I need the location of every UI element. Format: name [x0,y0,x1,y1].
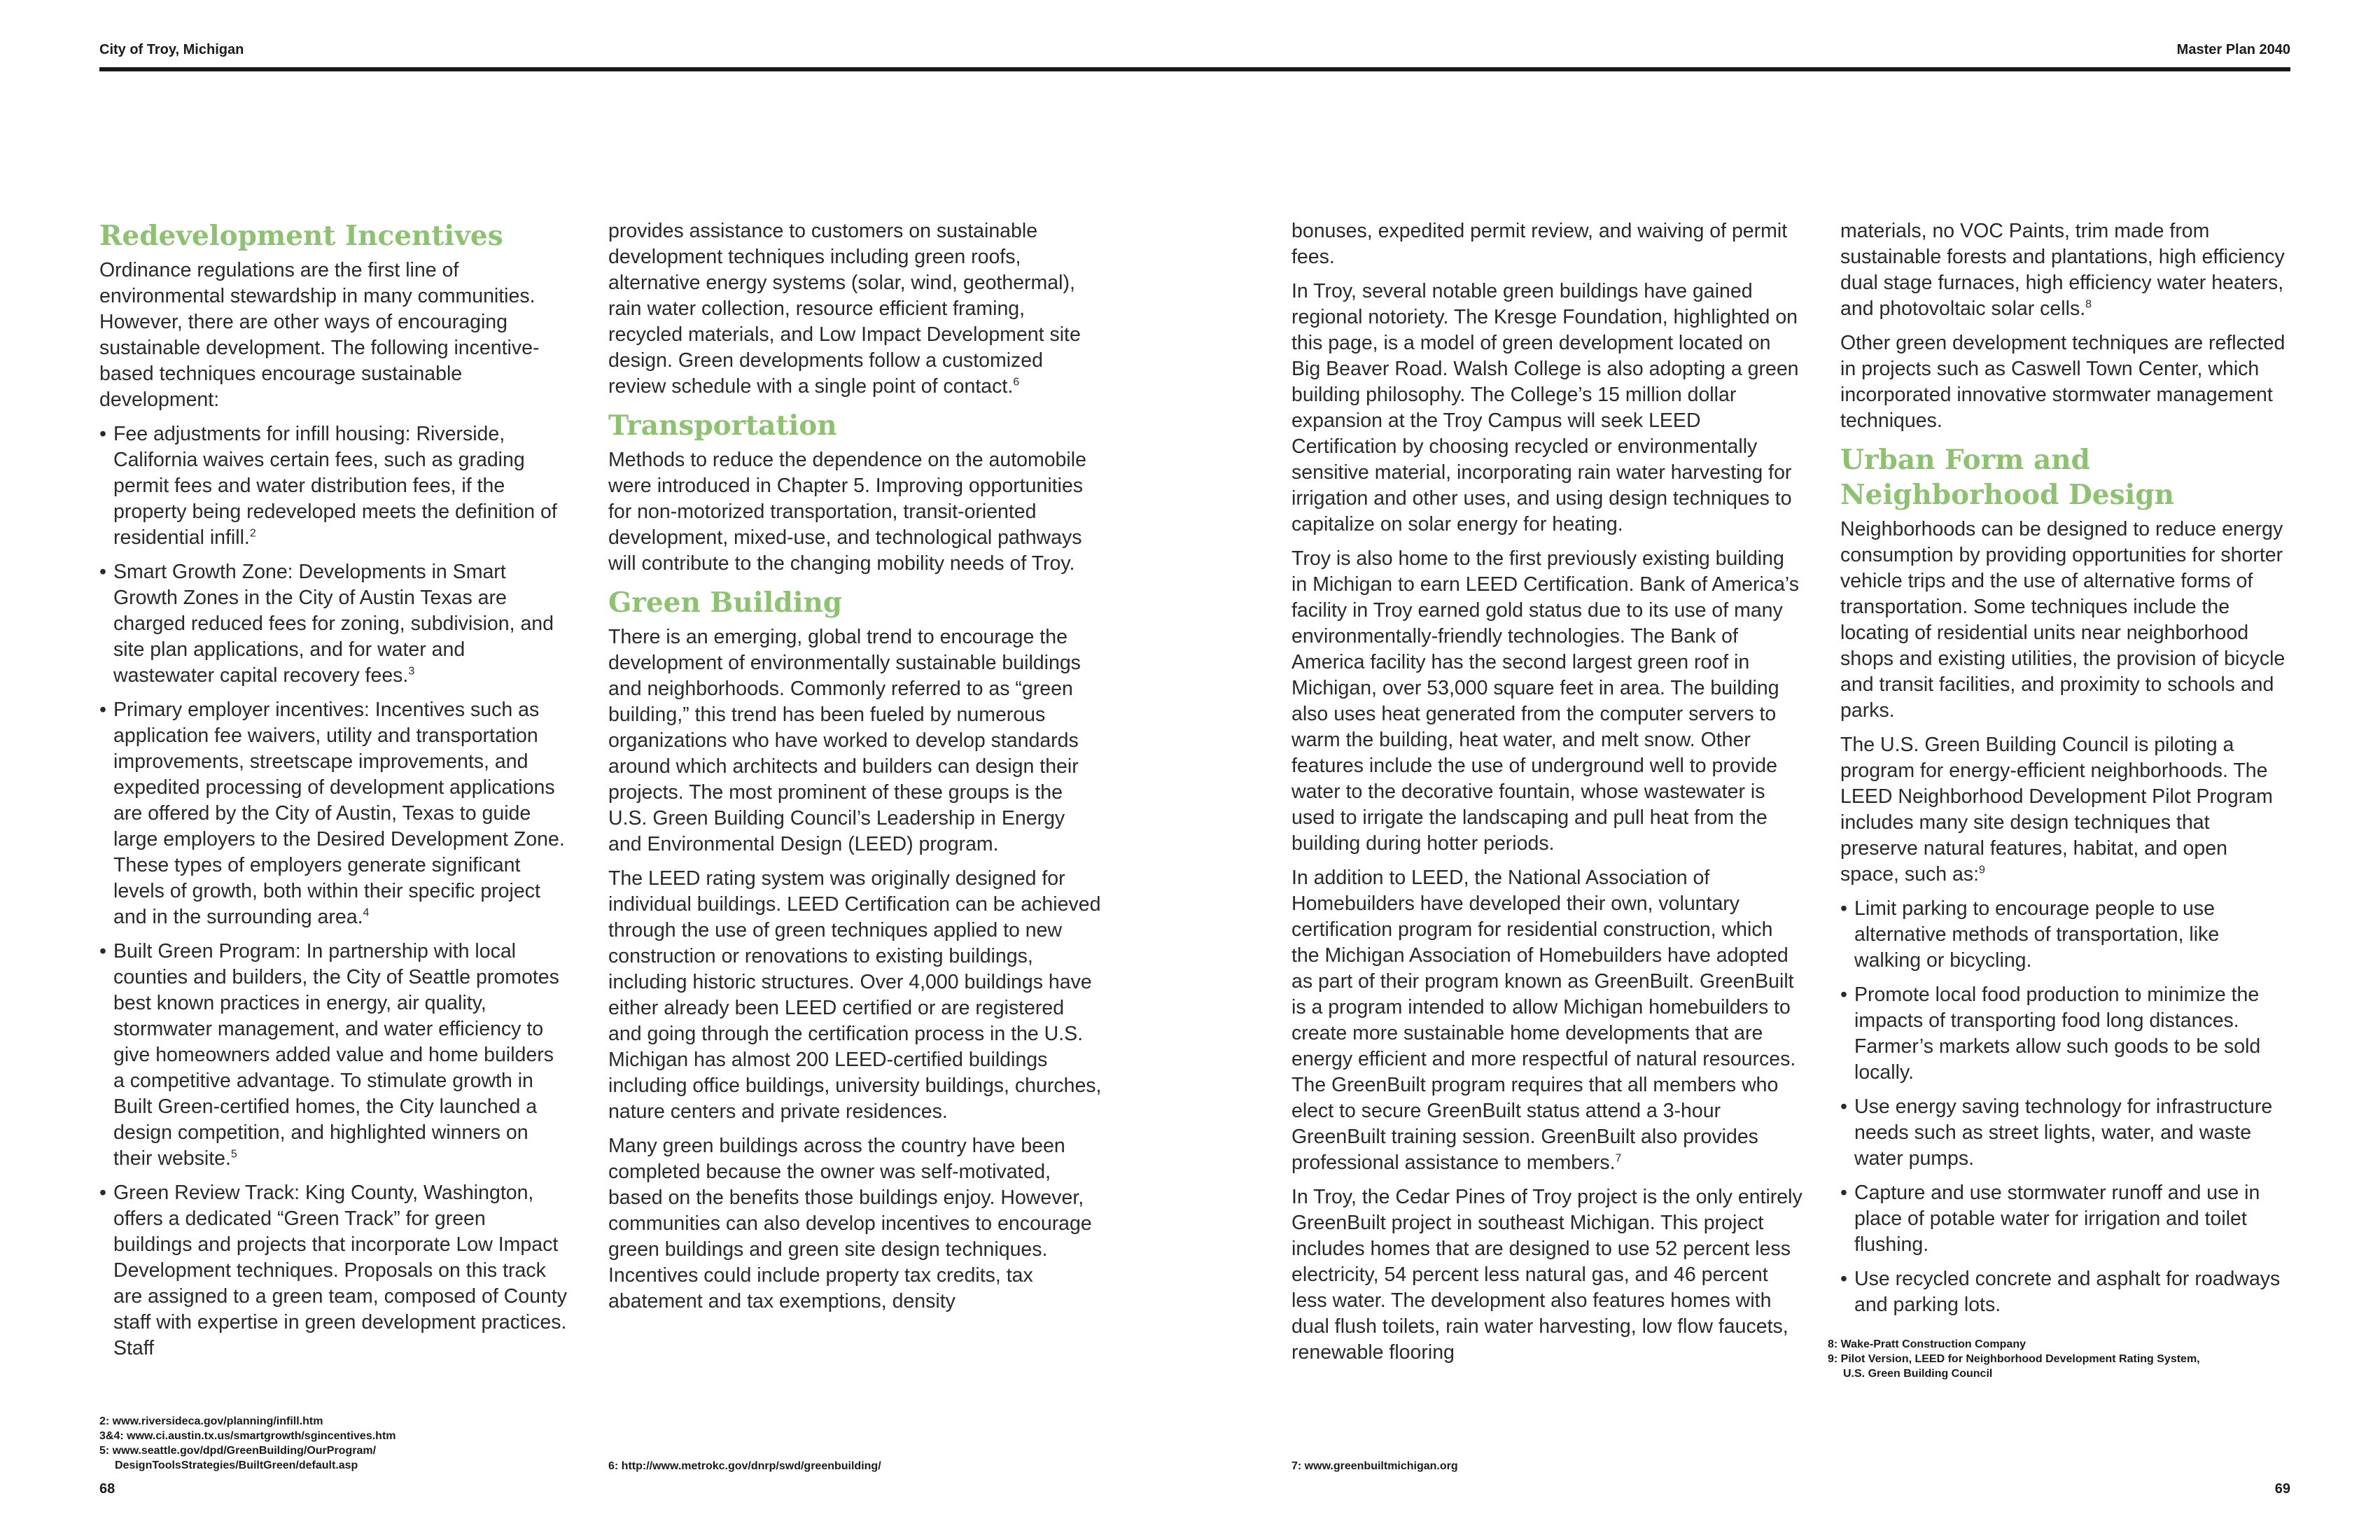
footnotes-col4 [1828,1337,2200,1381]
footnote: 3&4: www.ci.austin.tx.us/smartgrowth/sgincentives.htm [99,1430,396,1442]
footnote-ref: 4 [363,906,370,919]
list-item [99,559,570,689]
paragraph: Troy is also home to the first previously existing building in Michigan to earn LEED Certification. Bank of America’s facility in Troy earned gold status due to its use of many environmentally-friendly technologies. The Bank of America facility has the second largest green roof in Michigan, over 53,000 square feet in area. The building also uses heat generated from the computer servers to warm the building, heat water, and melt snow. Other features include the use of underground well to provide water to the decorative fountain, whose wastewater is used to irrigate the landscaping and pull heat from the building during hotter periods. [1292,547,1799,855]
column-2 [608,218,1102,1323]
footnote: 8: Wake-Pratt Construction Company [1828,1338,2026,1350]
footnote: DesignToolsStrategies/BuiltGreen/default.asp [115,1460,358,1471]
header-rule [99,67,2290,71]
paragraph [1840,218,2290,322]
list-item: • Capture and use stormwater runoff and use in place of potable water for irrigation and toilet flushing. [1840,1180,2290,1258]
paragraph [608,218,1102,400]
paragraph: The LEED rating system was originally designed for individual buildings. LEED Certification can be achieved through the use of green techniques applied to new construction or renovations to existing buildings, including historic structures. Over 4,000 buildings have either already been LEED certified or are registered and going through the certification process in the U.S. Michigan has almost 200 LEED-certified buildings including office buildings, university buildings, churches, nature centers and private residences. [608,867,1102,1123]
column-4 [1840,218,2290,1326]
heading-urban-form: Urban Form and Neighborhood Design [1840,444,2174,511]
paragraph: There is an emerging, global trend to encourage the development of environmentally sustainable buildings and neighborhoods. Commonly referred to as “green building,” this trend has been fueled by numerous organizations who have worked to develop standards around which architects and builders can design their projects. The most prominent of these groups is the U.S. Green Building Council’s Leadership in Energy and Environmental Design (LEED) program. [608,626,1081,855]
heading-transportation: Transportation [608,410,837,442]
footnote: 9: Pilot Version, LEED for Neighborhood Development Rating System, [1828,1353,2200,1365]
footnote-ref: 3 [408,665,415,678]
list-item-text: Fee adjustments for infill housing: Riverside, California waives certain fees, such as grading permit fees and water distribution fees, if the property being redeveloped meets the definition of residential infill. [113,423,557,549]
running-header-left: City of Troy, Michigan [99,42,244,57]
list-item [99,1180,570,1362]
heading-green-building: Green Building [608,587,843,619]
paragraph: Neighborhoods can be designed to reduce energy consumption by providing opportunities for shorter vehicle trips and the use of alternative forms of transportation. Some techniques include the locating of residential units near neighborhood shops and existing utilities, the provision of bicycle and transit facilities, and proximity to schools and parks. [1840,518,2286,722]
paragraph: Ordinance regulations are the first line of environmental stewardship in many communities. However, there are other ways of encouraging sustainable development. The following incentive-based techniques encourage sustainable development: [99,259,540,411]
footnote-ref: 9 [1979,864,1985,876]
list-item [99,421,570,551]
paragraph: In Troy, the Cedar Pines of Troy project is the only entirely GreenBuilt project in southeast Michigan. This project includes homes that are designed to use 52 percent less electricity, 54 percent less natural gas, and 46 percent less water. The development also features homes with dual flush toilets, rain water harvesting, low flow faucets, renewable flooring [1292,1186,1802,1364]
page-number-left: 68 [99,1481,115,1497]
footnote-col2: 6: http://www.metrokc.gov/dnrp/swd/greenbuilding/ [608,1460,881,1472]
paragraph: Many green buildings across the country have been completed because the owner was self-motivated, based on the benefits those buildings enjoy. However, communities can also develop incentives to encourage green buildings and green site design techniques. Incentives could include property tax credits, tax abatement and tax exemptions, density [608,1135,1092,1312]
running-header-right: Master Plan 2040 [2176,42,2290,57]
incentives-list [99,421,570,1362]
paragraph: In Troy, several notable green buildings have gained regional notoriety. The Kresge Foundation, highlighted on this page, is a model of green development located on Big Beaver Road. Walsh College is also adopting a green building philosophy. The College’s 15 million dollar expansion at the Troy Campus will seek LEED Certification by choosing recycled or environmentally sensitive material, incorporating rain water harvesting for irrigation and other uses, and using design techniques to capitalize on solar energy for heating. [1292,280,1799,536]
list-item-text: Smart Growth Zone: Developments in Smart Growth Zones in the City of Austin Texas are charged reduced fees for zoning, subdivision, and site plan applications, and for water and wastewater capital recovery fees. [113,561,554,687]
list-item [99,697,570,930]
footnote: 2: www.riversideca.gov/planning/infill.htm [99,1415,323,1427]
list-item: • Use recycled concrete and asphalt for roadways and parking lots. [1840,1266,2290,1318]
paragraph: Methods to reduce the dependence on the automobile were introduced in Chapter 5. Improving opportunities for non-motorized transportation, transit-oriented development, mixed-use, and technological pathways will contribute to the changing mobility needs of Troy. [608,449,1086,575]
list-item-text: Primary employer incentives: Incentives such as application fee waivers, utility and transportation improvements, streetscape improvements, and expedited processing of development applications are offered by the City of Austin, Texas to guide large employers to the Desired Development Zone. These types of employers generate significant levels of growth, both within their specific project and in the surrounding area. [113,699,565,928]
page-number-right: 69 [2274,1481,2290,1497]
footnotes-col1 [99,1414,396,1473]
footnote-col3: 7: www.greenbuiltmichigan.org [1292,1460,1458,1472]
paragraph-text: materials, no VOC Paints, trim made from sustainable forests and plantations, high efficiency dual stage furnaces, high efficiency water heaters, and photovoltaic solar cells. [1840,220,2285,320]
list-item: • Promote local food production to minimize the impacts of transporting food long distances. Farmer’s markets allow such goods to be sold locally. [1840,982,2290,1086]
list-item-text: Built Green Program: In partnership with local counties and builders, the City of Seattle promotes best known practices in energy, air quality, stormwater management, and water efficiency to give homeowners added value and home builders a competitive advantage. To stimulate growth in Built Green-certified homes, the City launched a design competition, and highlighted winners on their website. [113,940,559,1170]
footnote-ref: 5 [230,1148,237,1161]
list-item [99,939,570,1172]
footnote-ref: 2 [249,527,256,540]
footnote-ref: 6 [1013,376,1020,388]
footnote-ref: 7 [1615,1152,1622,1165]
column-1 [99,218,570,1370]
footnote: 5: www.seattle.gov/dpd/GreenBuilding/OurProgram/ [99,1445,377,1457]
footnote: U.S. Green Building Council [1843,1368,1993,1380]
paragraph-text: provides assistance to customers on sustainable development techniques including green roofs, alternative energy systems (solar, wind, geothermal), rain water collection, resource efficient framing, recycled materials, and Low Impact Development site design. Green developments follow a customized review schedule with a single point of contact. [608,220,1081,398]
paragraph-text: The U.S. Green Building Council is piloting a program for energy-efficient neighborhoods. The LEED Neighborhood Development Pilot Program includes many site design techniques that preserve natural features, habitat, and open space, such as: [1840,734,2273,886]
heading-redevelopment-incentives: Redevelopment Incentives [99,220,503,252]
list-item-text: Green Review Track: King County, Washington, offers a dedicated “Green Track” for green buildings and projects that incorporate Low Impact Development techniques. Proposals on this track are assigned to a green team, composed of County staff with expertise in green development practices. Staff [113,1182,567,1359]
paragraph-text: In addition to LEED, the National Association of Homebuilders have developed their own, voluntary certification program for residential construction, which the Michigan Association of Homebuilders have adopted as part of their program known as GreenBuilt. GreenBuilt is a program intended to allow Michigan homebuilders to create more sustainable home developments that are energy efficient and more respectful of natural resources. The GreenBuilt program requires that all members who elect to secure GreenBuilt status attend a 3-hour GreenBuilt training session. GreenBuilt also provides professional assistance to members. [1292,867,1796,1174]
footnote-ref: 8 [2085,298,2092,311]
paragraph: Other green development techniques are reflected in projects such as Caswell Town Center, which incorporated innovative stormwater management techniques. [1840,332,2286,432]
paragraph [1292,865,1802,1176]
paragraph: bonuses, expedited permit review, and waiving of permit fees. [1292,220,1788,268]
list-item: • Use energy saving technology for infrastructure needs such as street lights, water, and waste water pumps. [1840,1094,2290,1172]
list-item: • Limit parking to encourage people to use alternative methods of transportation, like walking or bicycling. [1840,896,2290,974]
design-techniques-list [1840,896,2290,1318]
column-3 [1292,218,1802,1374]
paragraph [1840,732,2290,888]
